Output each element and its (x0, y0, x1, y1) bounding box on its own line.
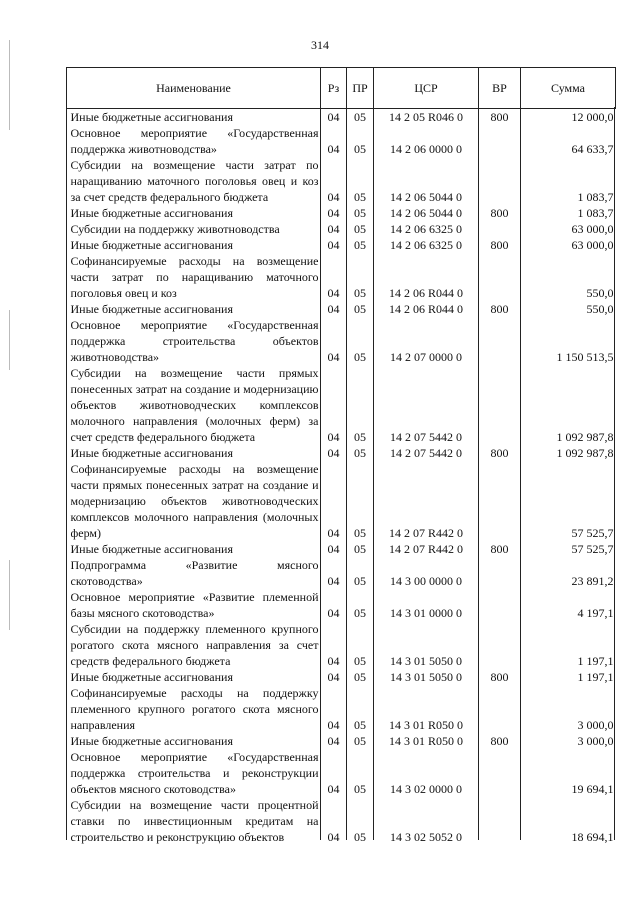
cell-vr: 800 (490, 542, 509, 556)
cell-csr: 14 2 07 5442 0 (390, 430, 462, 444)
cell-rz: 04 (327, 110, 340, 124)
cell-pr: 05 (354, 238, 366, 252)
cell-sum: 1 083,7 (577, 190, 614, 204)
cell-pr: 05 (354, 302, 366, 316)
cell-csr: 14 2 06 5044 0 (390, 190, 462, 204)
table-row (67, 557, 616, 589)
cell-rz: 04 (327, 782, 340, 796)
cell-pr: 05 (354, 734, 366, 748)
cell-vr: 800 (490, 734, 509, 748)
cell-name: Софинансируемые расходы на поддержку племенного крупного рогатого скота мясного направления (70, 686, 319, 732)
cell-rz: 04 (327, 574, 340, 588)
scan-margin-mark (9, 560, 10, 630)
cell-csr: 14 3 01 5050 0 (390, 670, 462, 684)
cell-name: Иные бюджетные ассигнования (70, 446, 233, 460)
cell-rz: 04 (327, 302, 340, 316)
cell-sum: 1 092 987,8 (556, 430, 614, 444)
cell-vr: 800 (490, 238, 509, 252)
header-pr: ПР (347, 68, 374, 109)
cell-csr: 14 2 06 6325 0 (390, 238, 462, 252)
cell-rz: 04 (327, 734, 340, 748)
cell-name: Субсидии на поддержку животноводства (70, 222, 280, 236)
cell-name: Иные бюджетные ассигнования (70, 110, 233, 124)
cell-rz: 04 (327, 430, 340, 444)
cell-rz: 04 (327, 654, 340, 668)
cell-sum: 4 197,1 (577, 606, 614, 620)
cell-vr: 800 (490, 446, 509, 460)
column-divider (373, 107, 374, 840)
cell-rz: 04 (327, 286, 340, 300)
table-row (67, 221, 616, 237)
cell-rz: 04 (327, 238, 340, 252)
cell-pr: 05 (354, 286, 366, 300)
scan-margin-mark (9, 40, 10, 130)
cell-csr: 14 3 01 0000 0 (390, 606, 462, 620)
cell-csr: 14 3 01 R050 0 (388, 734, 463, 748)
cell-name: Субсидии на поддержку племенного крупного рогатого скота мясного направления за счет средств федерального бюджета (70, 622, 319, 668)
column-divider (320, 107, 321, 840)
cell-sum: 1 083,7 (577, 206, 614, 220)
table-row (67, 797, 616, 845)
cell-sum: 550,0 (586, 302, 614, 316)
header-sum: Сумма (521, 68, 616, 109)
cell-vr (479, 749, 521, 797)
cell-rz: 04 (327, 206, 340, 220)
cell-rz: 04 (327, 542, 340, 556)
cell-sum: 19 694,1 (571, 782, 614, 796)
table-row (67, 461, 616, 541)
cell-name: Подпрограмма «Развитие мясного скотоводства» (70, 558, 319, 588)
cell-csr: 14 3 00 0000 0 (390, 574, 462, 588)
cell-pr: 05 (354, 606, 366, 620)
cell-name: Субсидии на возмещение части затрат по наращиванию маточного поголовья овец и коз за счет средств федерального бюджета (70, 158, 319, 204)
cell-name: Субсидии на возмещение части прямых понесенных затрат на создание и модернизацию объектов животноводческих комплексов молочного направления (молочных ферм) за счет средств федерального бюджета (70, 366, 319, 444)
column-divider (66, 107, 67, 840)
table-header-row (67, 68, 616, 109)
cell-name: Основное мероприятие «Государственная поддержка животноводства» (70, 126, 319, 156)
cell-vr (479, 221, 521, 237)
cell-pr: 05 (354, 142, 366, 156)
cell-csr: 14 2 07 5442 0 (390, 446, 462, 460)
table-row (67, 749, 616, 797)
cell-pr: 05 (354, 654, 366, 668)
cell-vr: 800 (490, 670, 509, 684)
cell-vr (479, 621, 521, 669)
header-name: Наименование (67, 68, 321, 109)
table-row (67, 109, 616, 126)
table-row (67, 157, 616, 205)
table-row (67, 589, 616, 621)
cell-csr: 14 2 06 5044 0 (390, 206, 462, 220)
cell-vr (479, 365, 521, 445)
cell-name: Иные бюджетные ассигнования (70, 542, 233, 556)
cell-name: Основное мероприятие «Государственная поддержка строительства и реконструкции объектов мясного скотоводства» (70, 750, 319, 796)
cell-csr: 14 2 07 R442 0 (388, 542, 463, 556)
cell-rz: 04 (327, 222, 340, 236)
table-row (67, 301, 616, 317)
cell-rz: 04 (327, 142, 340, 156)
cell-sum: 18 694,1 (571, 830, 614, 844)
page-number: 314 (311, 38, 329, 52)
cell-rz: 04 (327, 190, 340, 204)
table-row (67, 621, 616, 669)
cell-csr: 14 2 06 0000 0 (390, 142, 462, 156)
cell-vr: 800 (490, 206, 509, 220)
cell-sum: 57 525,7 (571, 526, 614, 540)
cell-pr: 05 (354, 206, 366, 220)
cell-name: Основное мероприятие «Развитие племенной базы мясного скотоводства» (70, 590, 319, 620)
cell-vr (479, 317, 521, 365)
cell-rz: 04 (327, 830, 340, 844)
cell-pr: 05 (354, 110, 366, 124)
cell-csr: 14 2 06 6325 0 (390, 222, 462, 236)
cell-pr: 05 (354, 430, 366, 444)
table-row (67, 445, 616, 461)
table-row (67, 685, 616, 733)
cell-pr: 05 (354, 782, 366, 796)
cell-rz: 04 (327, 350, 340, 364)
table-row (67, 669, 616, 685)
column-divider (478, 107, 479, 840)
cell-vr: 800 (490, 302, 509, 316)
cell-rz: 04 (327, 526, 340, 540)
table-row (67, 317, 616, 365)
cell-sum: 23 891,2 (571, 574, 614, 588)
cell-csr: 14 2 07 R442 0 (388, 526, 463, 540)
cell-pr: 05 (354, 670, 366, 684)
column-divider (346, 107, 347, 840)
cell-vr (479, 461, 521, 541)
cell-sum: 1 150 513,5 (556, 350, 614, 364)
cell-sum: 1 197,1 (577, 670, 614, 684)
header-vr: ВР (479, 68, 521, 109)
header-rz: Рз (321, 68, 347, 109)
cell-pr: 05 (354, 222, 366, 236)
header-csr: ЦСР (374, 68, 479, 109)
cell-sum: 12 000,0 (571, 110, 614, 124)
cell-name: Субсидии на возмещение части процентной ставки по инвестиционным кредитам на строительство и реконструкцию объектов (70, 798, 319, 844)
table-row (67, 541, 616, 557)
cell-sum: 57 525,7 (571, 542, 614, 556)
cell-vr (479, 125, 521, 157)
cell-sum: 1 197,1 (577, 654, 614, 668)
cell-pr: 05 (354, 830, 366, 844)
cell-name: Иные бюджетные ассигнования (70, 670, 233, 684)
cell-csr: 14 3 01 R050 0 (388, 718, 463, 732)
table-row (67, 733, 616, 749)
cell-csr: 14 3 02 0000 0 (390, 782, 462, 796)
cell-vr (479, 157, 521, 205)
budget-table (66, 67, 616, 845)
column-divider (614, 107, 615, 840)
cell-rz: 04 (327, 446, 340, 460)
cell-sum: 3 000,0 (577, 718, 614, 732)
column-divider (520, 107, 521, 840)
cell-name: Основное мероприятие «Государственная поддержка строительства объектов животноводства» (70, 318, 319, 364)
cell-sum: 3 000,0 (577, 734, 614, 748)
cell-csr: 14 3 01 5050 0 (390, 654, 462, 668)
table-row (67, 125, 616, 157)
cell-csr: 14 2 06 R044 0 (388, 302, 463, 316)
cell-vr (479, 557, 521, 589)
cell-rz: 04 (327, 670, 340, 684)
table-row (67, 237, 616, 253)
table-row (67, 365, 616, 445)
cell-name: Иные бюджетные ассигнования (70, 734, 233, 748)
cell-pr: 05 (354, 190, 366, 204)
cell-sum: 1 092 987,8 (556, 446, 614, 460)
cell-vr (479, 797, 521, 845)
cell-rz: 04 (327, 606, 340, 620)
cell-pr: 05 (354, 574, 366, 588)
scan-margin-mark (9, 310, 10, 370)
cell-vr (479, 685, 521, 733)
table-row (67, 253, 616, 301)
cell-vr (479, 589, 521, 621)
cell-csr: 14 2 06 R044 0 (388, 286, 463, 300)
cell-name: Софинансируемые расходы на возмещение части прямых понесенных затрат на создание и модернизацию объектов животноводческих комплексов молочного направления (молочных ферм) (70, 462, 319, 540)
cell-pr: 05 (354, 718, 366, 732)
cell-vr (479, 253, 521, 301)
cell-sum: 64 633,7 (571, 142, 614, 156)
cell-rz: 04 (327, 718, 340, 732)
cell-name: Иные бюджетные ассигнования (70, 302, 233, 316)
cell-name: Иные бюджетные ассигнования (70, 206, 233, 220)
cell-csr: 14 3 02 5052 0 (390, 830, 462, 844)
cell-sum: 63 000,0 (571, 238, 614, 252)
cell-pr: 05 (354, 446, 366, 460)
cell-pr: 05 (354, 526, 366, 540)
cell-pr: 05 (354, 542, 366, 556)
cell-sum: 550,0 (586, 286, 614, 300)
table-row (67, 205, 616, 221)
cell-csr: 14 2 05 R046 0 (388, 110, 463, 124)
cell-name: Иные бюджетные ассигнования (70, 238, 233, 252)
cell-name: Софинансируемые расходы на возмещение части затрат по наращиванию маточного поголовья овец и коз (70, 254, 319, 300)
cell-vr: 800 (490, 110, 509, 124)
cell-pr: 05 (354, 350, 366, 364)
cell-csr: 14 2 07 0000 0 (390, 350, 462, 364)
cell-sum: 63 000,0 (571, 222, 614, 236)
